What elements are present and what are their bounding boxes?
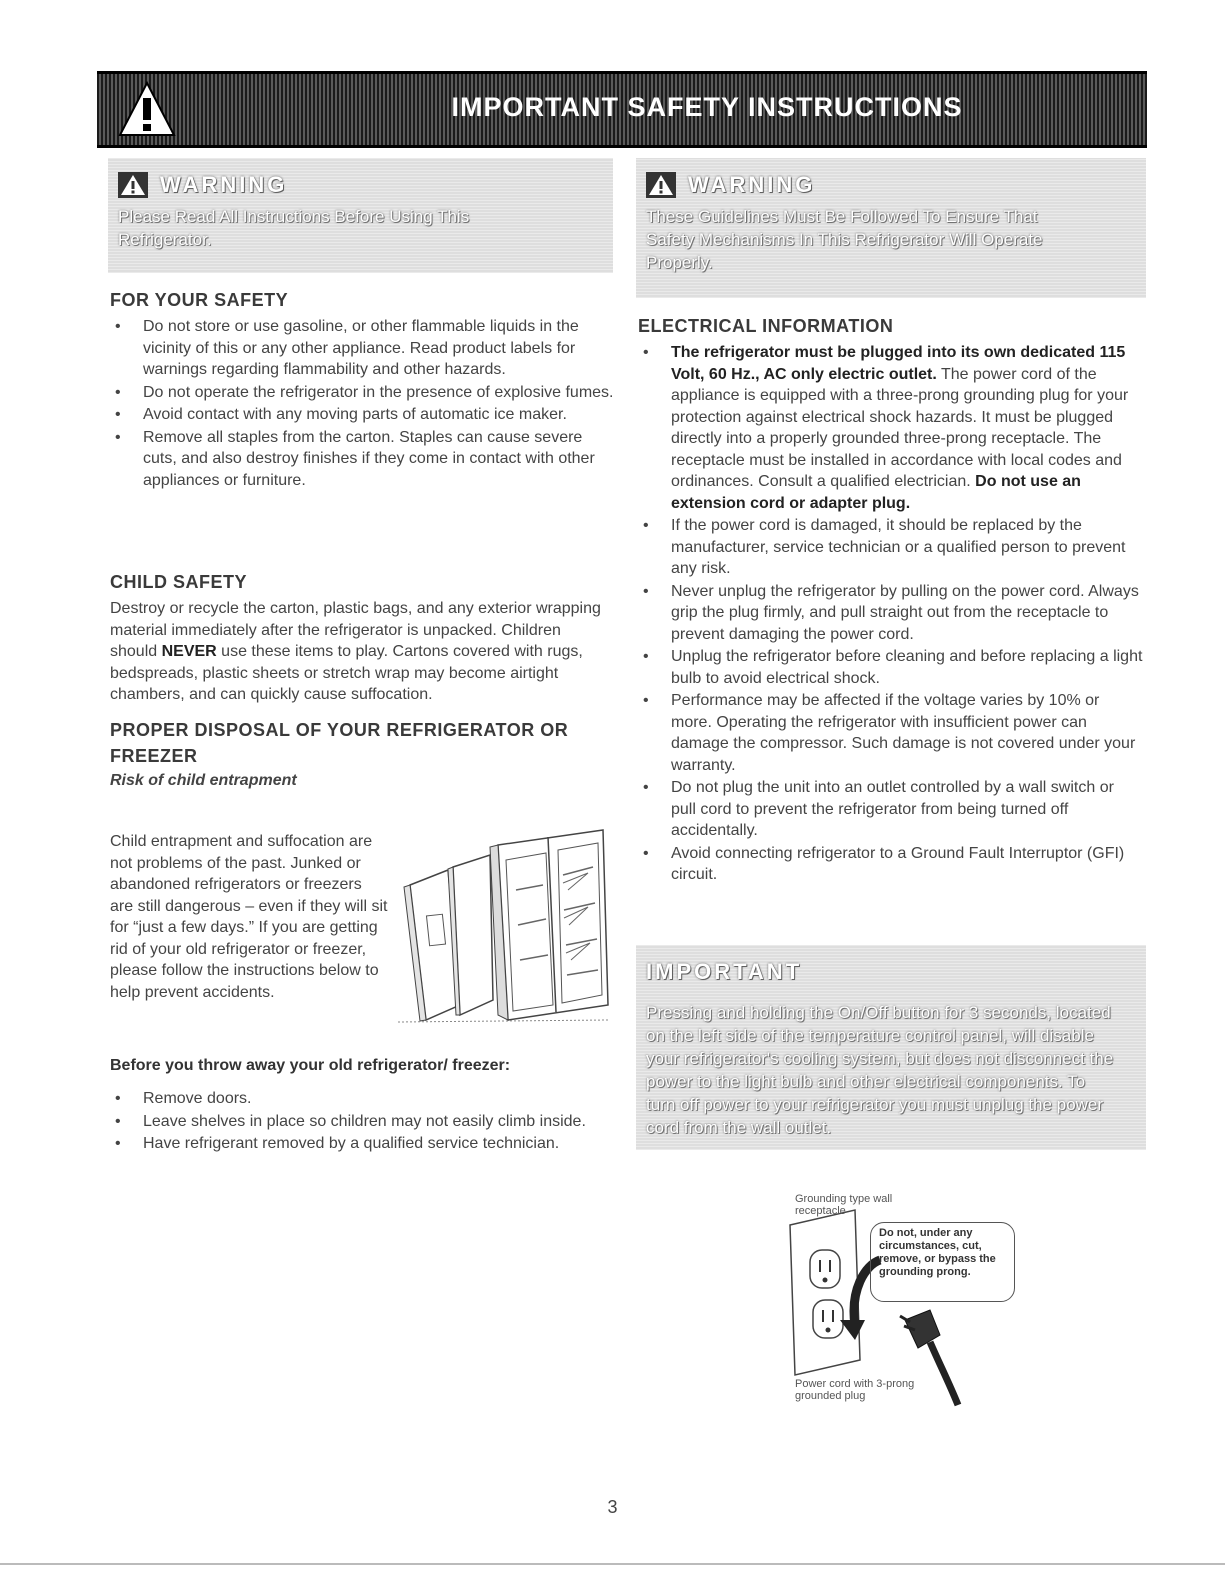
- refrigerator-door-removed-illustration: [398, 815, 613, 1030]
- warning-label: WARNING: [160, 172, 288, 197]
- child-safety-heading: CHILD SAFETY: [110, 572, 248, 592]
- list-item: • Remove all staples from the carton. Staples can cause severe cuts, and also destroy finishes if they come in contact with other appliances or furniture.: [115, 428, 595, 489]
- for-your-safety-list: [110, 316, 615, 492]
- list-item: • Avoid connecting refrigerator to a Ground Fault Interruptor (GFI) circuit.: [643, 844, 1125, 883]
- important-text: Pressing and holding the On/Off button for 3 seconds, located on the left side of the temperature control panel, will disable your refrigerator's cooling system, but does not disconnect the power to the light bulb and other electrical components. To turn off power to your refrigerator you must unplug the power cord from the wall outlet.: [646, 1003, 1114, 1137]
- disposal-list: [110, 1088, 600, 1156]
- warning-text: These Guidelines Must Be Followed To Ensure That Safety Mechanisms In This Refrigerator Will Operate Properly.: [646, 207, 1043, 272]
- list-item: • Performance may be affected if the voltage varies by 10% or more. Operating the refrigerator with insufficient power can damage the compressor. Such damage is not covered under your warranty.: [643, 692, 1136, 774]
- disposal-subheading: Risk of child entrapment: [110, 772, 297, 789]
- electrical-heading: ELECTRICAL INFORMATION: [638, 316, 894, 336]
- title-banner: [97, 71, 1147, 148]
- list-item: • If the power cord is damaged, it should be replaced by the manufacturer, service technician or a qualified person to prevent any risk.: [643, 517, 1126, 577]
- for-your-safety-heading: FOR YOUR SAFETY: [110, 290, 289, 310]
- bottom-rule: [0, 1563, 1225, 1565]
- list-item: • Unplug the refrigerator before cleaning and before replacing a light bulb to avoid electrical shock.: [643, 648, 1143, 687]
- warning-icon: [118, 172, 148, 198]
- list-item: • Remove doors.: [115, 1090, 252, 1107]
- power-cord-label: Power cord with 3-prong grounded plug: [795, 1378, 915, 1402]
- warning-icon: [646, 172, 676, 198]
- list-item: • Do not plug the unit into an outlet controlled by a wall switch or pull cord to prevent the refrigerator from being turned off accidentally.: [643, 779, 1114, 839]
- list-item: • The refrigerator must be plugged into its own dedicated 115 Volt, 60 Hz., AC only electric outlet. The power cord of the appliance is equipped with a three-prong grounding plug for your protection against electrical shock hazards. It must be plugged directly into a properly grounded three-prong receptacle. The receptacle must be installed in accordance with local codes and ordinances. Consult a qualified electrician. Do not use an extension cord or adapter plug.: [643, 344, 1129, 512]
- warning-box-left: [108, 158, 613, 273]
- disposal-text: Child entrapment and suffocation are not problems of the past. Junked or abandoned refrigerators or freezers are still dangerous – even if they will sit for “just a few days.” If you are getting rid of your old refrigerator or freezer, please follow the instructions below to help prevent accidents.: [110, 833, 388, 1001]
- list-item: • Avoid contact with any moving parts of automatic ice maker.: [115, 406, 567, 423]
- list-item: • Do not store or use gasoline, or other flammable liquids in the vicinity of this or any other appliance. Read product labels for warnings regarding flammability and other hazards.: [115, 318, 579, 378]
- warning-label: WARNING: [688, 172, 816, 197]
- list-item: • Leave shelves in place so children may not easily climb inside.: [115, 1112, 586, 1130]
- before-throw-away-heading: Before you throw away your old refrigerator/ freezer:: [110, 1057, 511, 1074]
- list-item: • Have refrigerant removed by a qualified service technician.: [115, 1135, 560, 1152]
- child-safety-text: Destroy or recycle the carton, plastic bags, and any exterior wrapping material immediately after the refrigerator is unpacked. Children should NEVER use these items to play. Cartons covered with rugs, bedspreads, plastic sheets or stretch wrap may become airtight chambers, and can quickly cause suffocation.: [110, 600, 601, 703]
- grounding-prong-callout: Do not, under any circumstances, cut, remove, or bypass the grounding prong.: [870, 1222, 1015, 1302]
- page-number: 3: [607, 1497, 618, 1517]
- page-title: IMPORTANT SAFETY INSTRUCTIONS: [451, 92, 963, 122]
- warning-box-right: [636, 158, 1146, 298]
- warning-text: Please Read All Instructions Before Using This Refrigerator.: [118, 207, 470, 249]
- electrical-list: [638, 342, 1143, 887]
- receptacle-label: Grounding type wall receptacle: [795, 1193, 893, 1217]
- list-item: • Do not operate the refrigerator in the presence of explosive fumes.: [115, 383, 614, 401]
- important-box: [636, 945, 1146, 1150]
- list-item: • Never unplug the refrigerator by pulling on the power cord. Always grip the plug firmly, and pull straight out from the receptacle to prevent damaging the power cord.: [643, 582, 1139, 643]
- important-label: IMPORTANT: [646, 959, 803, 984]
- disposal-heading: PROPER DISPOSAL OF YOUR REFRIGERATOR OR FREEZER: [110, 720, 569, 766]
